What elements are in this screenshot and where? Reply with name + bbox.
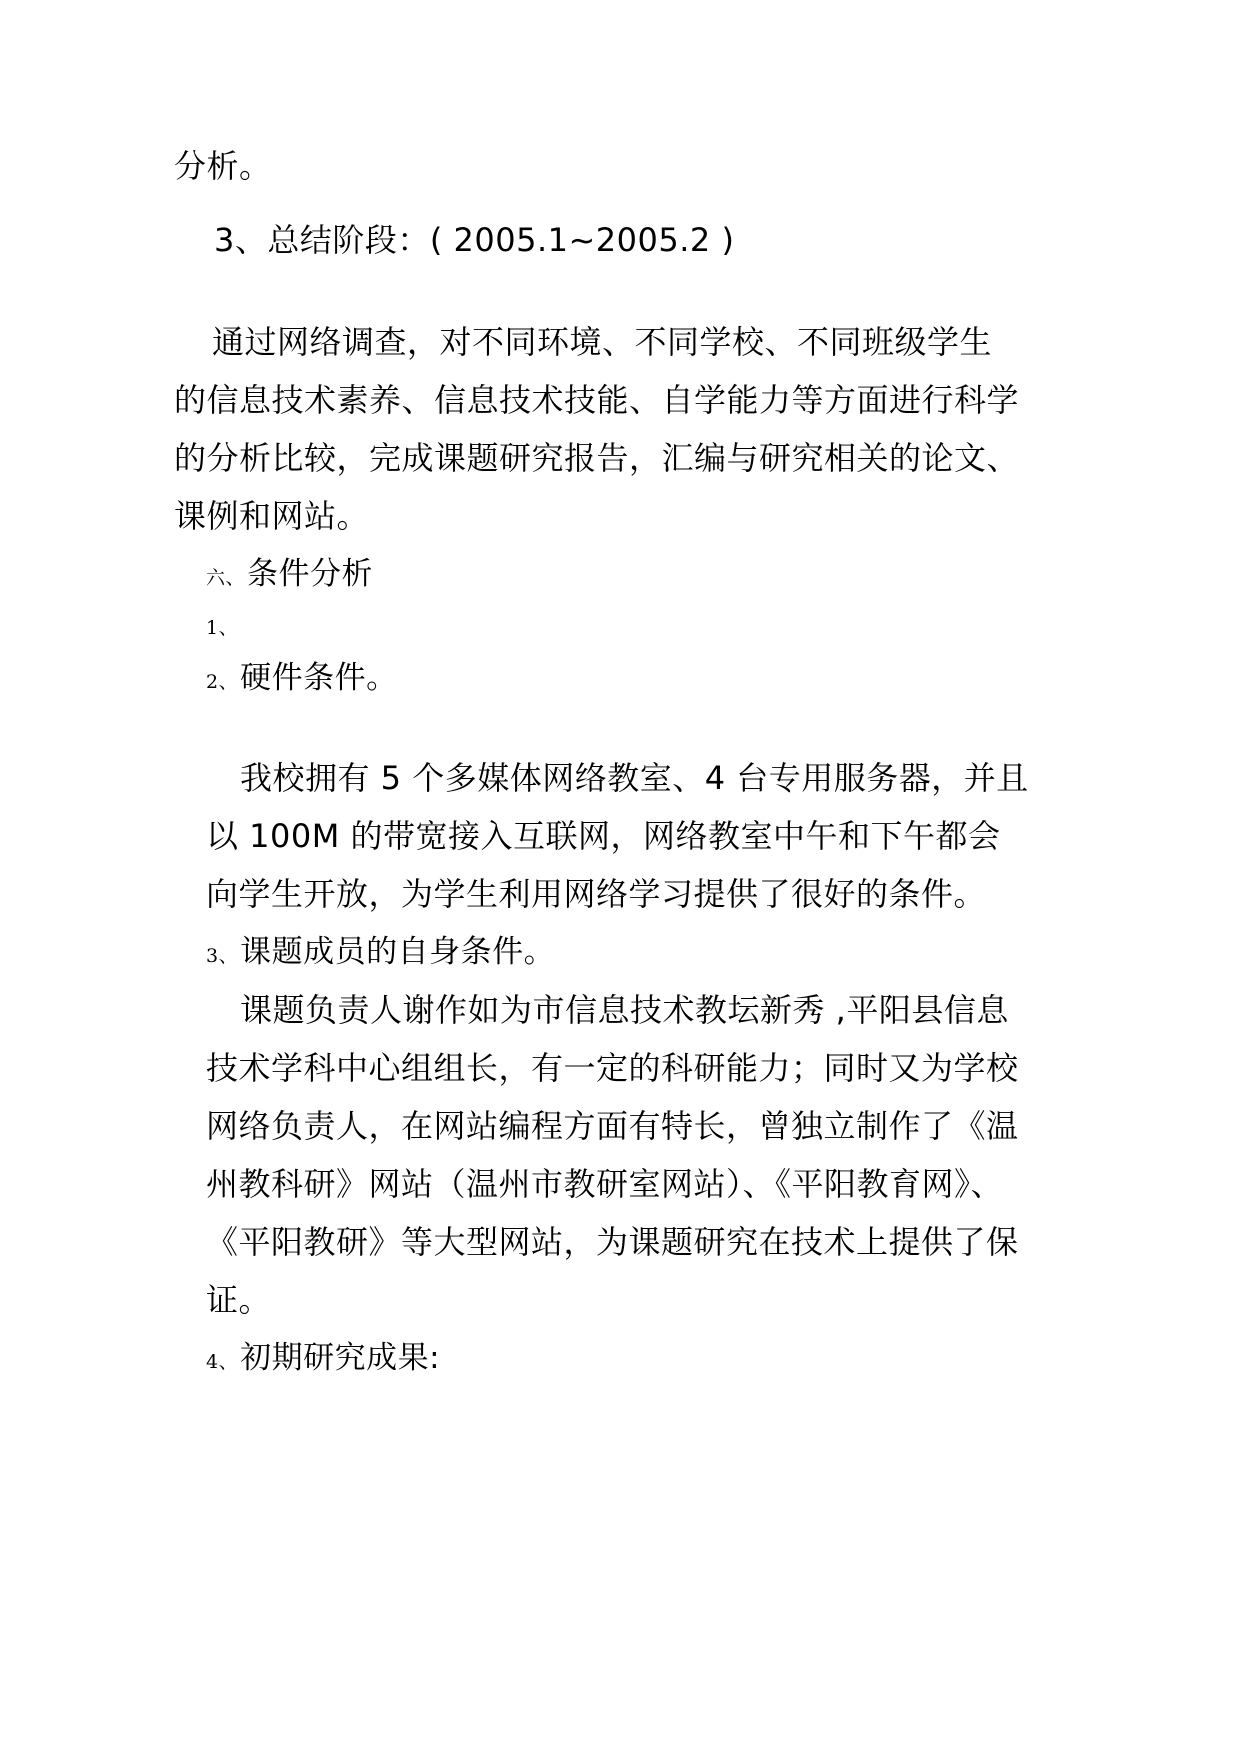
paragraph-line: 网络负责人，在网站编程方面有特长，曾独立制作了《温: [206, 1107, 1019, 1145]
paragraph-line: 向学生开放，为学生利用网络学习提供了很好的条件。: [206, 875, 987, 913]
paragraph-line: 州教科研》网站（温州市教研室网站）、《平阳教育网》、: [206, 1165, 1004, 1203]
paragraph-line: 的信息技术素养、信息技术技能、自学能力等方面进行科学: [174, 381, 1020, 419]
list-item-text: 课题成员的自身条件。: [240, 934, 556, 970]
paragraph-line: 技术学科中心组组长，有一定的科研能力；同时又为学校: [206, 1049, 1019, 1087]
list-marker: 2、: [206, 671, 239, 693]
list-marker: 1、: [206, 617, 239, 639]
list-item-text: 硬件条件。: [240, 660, 398, 696]
list-marker: 3、: [206, 945, 239, 967]
section-heading: [206, 554, 373, 598]
section-title: 条件分析: [247, 556, 374, 592]
list-item: [206, 932, 555, 976]
paragraph-line: 证。: [206, 1281, 272, 1319]
list-item: [206, 658, 398, 702]
paragraph-line: 课例和网站。: [174, 497, 370, 535]
list-item: [206, 1338, 440, 1382]
paragraph-line: 的分析比较，完成课题研究报告，汇编与研究相关的论文、: [174, 439, 1020, 477]
stage-heading: 3、总结阶段：( 2005.1~2005.2 ): [214, 221, 735, 259]
paragraph-line: 通过网络调查，对不同环境、不同学校、不同班级学生: [212, 323, 993, 361]
paragraph-line: 以 100M 的带宽接入互联网，网络教室中午和下午都会: [206, 817, 1001, 855]
list-marker: 4、: [206, 1351, 239, 1373]
paragraph-line: 我校拥有 5 个多媒体网络教室、4 台专用服务器，并且: [240, 759, 1029, 797]
list-item-text: 初期研究成果:: [240, 1340, 441, 1376]
section-number: 六、: [206, 567, 246, 589]
paragraph-line: 课题负责人谢作如为市信息技术教坛新秀 ,平阳县信息: [240, 991, 1009, 1029]
list-item: [206, 604, 240, 648]
paragraph-line: 《平阳教研》等大型网站，为课题研究在技术上提供了保: [206, 1223, 1019, 1261]
paragraph-line: 分析。: [174, 147, 272, 185]
